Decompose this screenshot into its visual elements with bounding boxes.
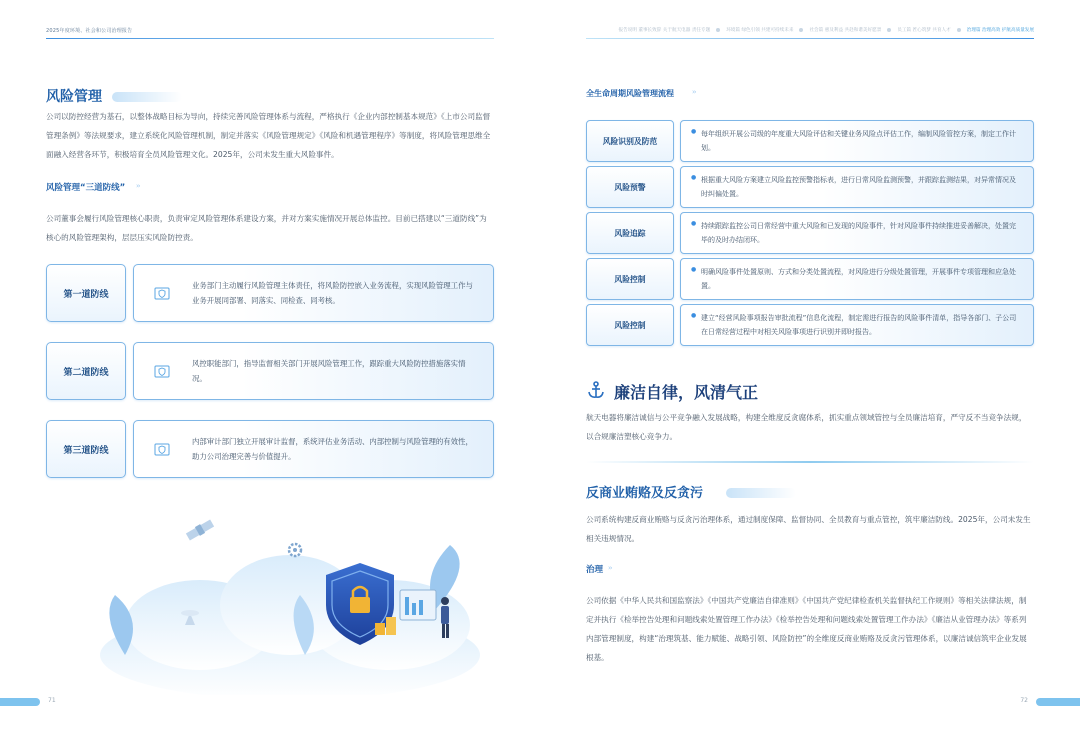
line-desc-text: 内部审计部门独立开展审计监督，系统评估业务活动、内部控制与风险管理的有效性，助力公司治理完善与价值提升。 [192,437,473,461]
page-tab-right [1036,698,1080,706]
flow-step-label: 风险控制 [586,258,674,300]
line-label-first: 第一道防线 [46,264,126,322]
integrity-title: 廉洁自律，风清气正 [614,383,759,402]
double-chevron-icon: ›› [136,182,140,190]
governance-subtitle: 治理 [586,565,604,575]
bullet-icon: ● [691,174,697,181]
flow-step-text: 持续跟踪监控公司日常经营中重大风险和已发现的风险事件，针对风险事件持续推进妥善解决，处置完毕的及时办结闭环。 [701,222,1016,244]
line-label-second: 第二道防线 [46,342,126,400]
three-lines-intro: 公司董事会履行风险管理核心职责，负责审定风险管理体系建设方案，并对方案实施情况开展总体监控。目前已搭建以“三道防线”为核心的风险管理架构，层层压实风险防控责。 [46,214,487,242]
line-desc-text: 业务部门主动履行风险管理主体责任，将风险防控嵌入业务流程，实现风险管理工作与业务开展同部署、同落实、同检查、同考核。 [192,281,473,305]
bullet-icon: ● [691,128,697,135]
nav-tab-society[interactable]: 社会篇 惠及利益 共赴和谐美好愿景 [809,28,882,33]
title-decoration [112,92,182,102]
page-tab-left [0,698,40,706]
flow-step-label: 风险控制 [586,304,674,346]
nav-dot-icon [716,28,720,32]
flow-step-desc [680,212,1034,254]
flow-step-desc [680,304,1034,346]
shield-building-icon [154,442,170,456]
nav-tab-intro[interactable]: 报告说明 董事长致辞 关于航天电器 责任专题 [618,28,711,33]
anti-bribery-intro: 公司系统构建反商业贿赂与反贪污治理体系，通过制度保障、监督协同、全员教育与重点管控，筑牢廉洁防线。2025年，公司未发生相关违规情况。 [586,515,1031,543]
flow-step-text: 明确风险事件处置原则、方式和分类处置流程，对风险进行分级处置管理，开展事件专项管理和应急处置。 [701,268,1016,290]
double-chevron-icon: ›› [608,564,612,572]
page-number-right: 72 [1020,697,1028,704]
report-header-title: 2025年度环境、社会和公司治理报告 [46,28,133,34]
line-label-third: 第三道防线 [46,420,126,478]
flow-title: 全生命周期风险管理流程 [586,89,674,98]
risk-management-intro: 公司以防控经营为基石，以整体战略目标为导向，持续完善风险管理体系与流程，严格执行《企业内部控制基本规范》《上市公司监督管理条例》等法规要求，建立系统化风险管理机制，制定并落实《风险管理规定》《风险和机遇管理程序》等制度，将风险管理思维全面融入经营各环节，积极培育全员风险管理文化。2025年，公司未发生重大风险事件。 [46,112,491,159]
section-nav [619,27,1034,33]
security-illustration [90,505,490,695]
flow-step-desc [680,120,1034,162]
nav-tab-employee[interactable]: 员工篇 匠心筑梦 共育人才 [897,28,951,33]
header-divider-right [586,38,1034,39]
flow-step-label: 风险识别及防范 [586,120,674,162]
flow-step-label: 风险预警 [586,166,674,208]
flow-step-label: 风险追踪 [586,212,674,254]
flow-step-text: 建立“经营风险事项报告审批流程”信息化流程，制定需进行报告的风险事件清单，指导各部门、子公司在日常经营过程中对相关风险事项进行识别并即时报告。 [701,314,1017,336]
integrity-intro: 航天电器将廉洁诚信与公平竞争融入发展战略，构建全维度反贪腐体系，抓实重点领域管控与全员廉洁培育，严守反不当竞争法规，以合规廉洁塑核心竞争力。 [586,413,1027,441]
line-desc-third [133,420,494,478]
flow-step-desc [680,166,1034,208]
anchor-icon [586,380,606,400]
governance-text: 公司依据《中华人民共和国监察法》《中国共产党廉洁自律准则》《中国共产党纪律检查机关监督执纪工作规则》等相关法律法规，制定并执行《检举控告处理和问题线索处置管理工作办法》《检举控告处理和问题线索处置管理工作办法》《廉洁从业管理办法》等系列内部管理制度，构建“治理筑基、能力赋能、战略引领、风险防控”的全维度反商业贿赂及反贪污管理体系，以廉洁诚信筑牢企业发展根基。 [586,596,1027,662]
nav-tab-environment[interactable]: 环境篇 绿色引领 共建可持续未来 [726,28,794,33]
flow-step-desc [680,258,1034,300]
double-chevron-icon: ›› [692,88,696,96]
flow-step-text: 每年组织开展公司级的年度重大风险评估和关键业务风险点评估工作，编制风险管控方案，制定工作计划。 [701,130,1016,152]
line-desc-first [133,264,494,322]
shield-building-icon [154,286,170,300]
bullet-icon: ● [691,266,697,273]
section-divider [586,461,1034,463]
page-number-left: 71 [48,697,56,704]
anti-bribery-title: 反商业贿赂及反贪污 [586,486,704,501]
risk-management-title: 风险管理 [46,89,102,105]
header-divider-left [46,38,494,39]
flow-step-text: 根据重大风险方案建立风险监控预警指标表，进行日常风险监测预警，并跟踪监测结果，对异常情况及时纠偏处置。 [701,176,1016,198]
nav-dot-icon [957,28,961,32]
shield-building-icon [154,364,170,378]
bullet-icon: ● [691,312,697,319]
nav-dot-icon [799,28,803,32]
title-decoration [726,488,796,498]
nav-dot-icon [887,28,891,32]
three-lines-subtitle: 风险管理“三道防线” [46,183,126,193]
bullet-icon: ● [691,220,697,227]
line-desc-text: 风控职能部门，指导监督相关部门开展风险管理工作，跟踪重大风险防控措施落实情况。 [192,359,466,383]
nav-tab-governance[interactable]: 治理篇 治理高效 护航高质量发展 [966,28,1034,33]
line-desc-second [133,342,494,400]
